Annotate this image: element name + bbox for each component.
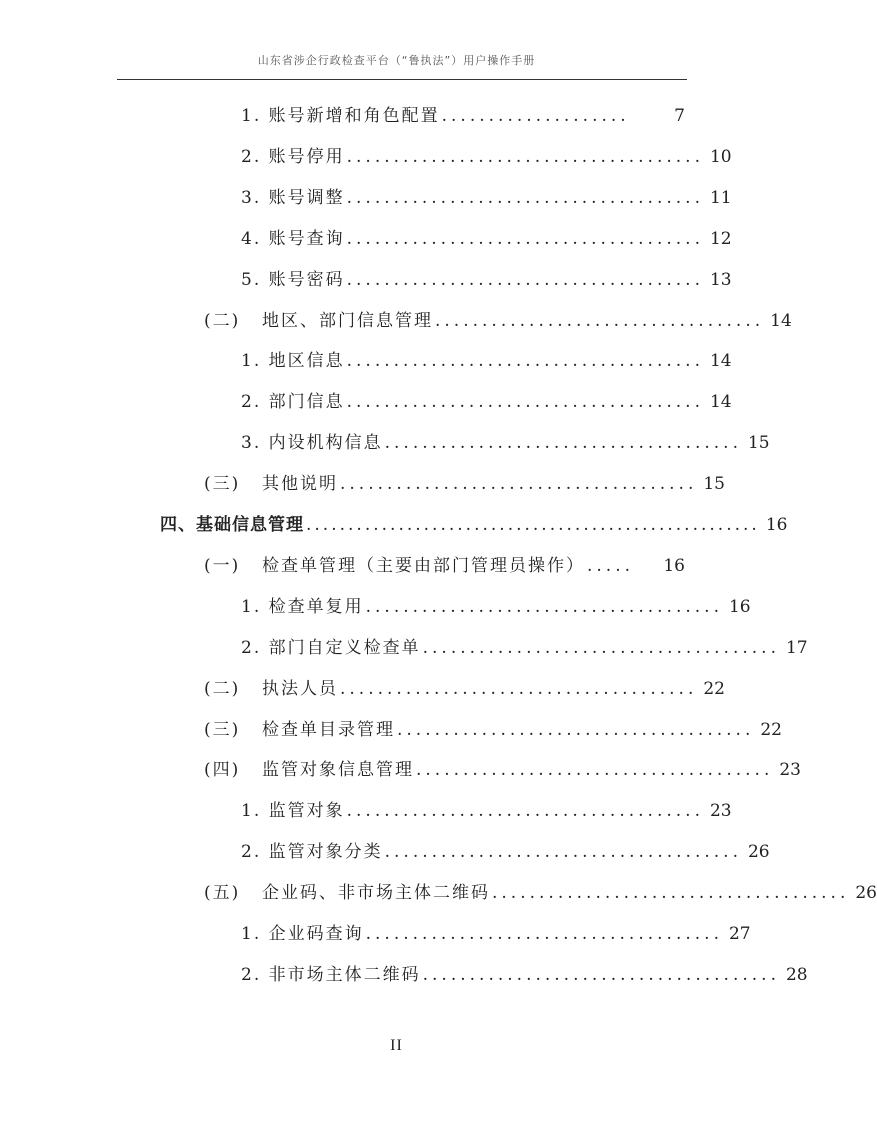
toc-entry-level-3[interactable]: [241, 594, 751, 620]
toc-entry-text: 地区、部门信息管理: [262, 311, 433, 331]
toc-entry-level-3[interactable]: [241, 921, 751, 947]
toc-dot-leader: ......................................: [346, 392, 704, 412]
toc-dot-leader: ......................................................: [306, 515, 760, 535]
toc-entry-page: 15: [703, 474, 725, 494]
toc-entry-page: 14: [770, 311, 792, 331]
toc-entry-page: 23: [779, 760, 801, 780]
toc-entry-level-2[interactable]: [204, 717, 782, 743]
toc-entry-level-3[interactable]: [241, 798, 732, 824]
toc-dot-leader: ......................................: [422, 638, 780, 658]
toc-entry-text: 检查单目录管理: [262, 720, 395, 740]
toc-dot-leader: ......................................: [340, 474, 698, 494]
toc-entry-level-3[interactable]: [241, 962, 808, 988]
toc-entry-level-2[interactable]: [204, 757, 801, 783]
toc-entry-level-2[interactable]: [204, 880, 877, 906]
toc-entry-level-3[interactable]: [241, 430, 770, 456]
toc-entry-page: 16: [663, 556, 685, 576]
toc-entry-title: 3. 内设机构信息: [241, 433, 383, 453]
toc-dot-leader: ......................................: [416, 760, 774, 780]
toc-entry-page: 15: [747, 433, 770, 453]
toc-entry-number: (二): [204, 311, 241, 331]
toc-entry-page: 7: [674, 106, 685, 126]
toc-dot-leader: ......................................: [397, 720, 755, 740]
toc-entry-level-3[interactable]: [241, 267, 732, 293]
toc-entry-text: 检查单管理（主要由部门管理员操作）: [262, 556, 585, 576]
toc-dot-leader: ......................................: [340, 679, 698, 699]
toc-dot-leader: ......................................: [346, 229, 704, 249]
toc-entry-level-3[interactable]: [241, 185, 732, 211]
toc-entry-number: (一): [204, 556, 241, 576]
toc-dot-leader: ......................................: [365, 924, 723, 944]
toc-entry-level-3[interactable]: [241, 144, 732, 170]
toc-entry-title: [204, 717, 395, 743]
toc-dot-leader: ......................................: [365, 597, 723, 617]
toc-dot-leader: ......................................: [384, 433, 742, 453]
toc-dot-leader: ......................................: [346, 801, 704, 821]
toc-dot-leader: ......................................: [346, 147, 704, 167]
toc-entry-page: 14: [709, 351, 732, 371]
toc-dot-leader: ......................................: [346, 188, 704, 208]
toc-entry-title: 1. 企业码查询: [241, 924, 364, 944]
toc-entry-title: 2. 账号停用: [241, 147, 345, 167]
toc-entry-title: 5. 账号密码: [241, 270, 345, 290]
toc-entry-page: 22: [760, 720, 782, 740]
toc-entry-title: [204, 471, 338, 497]
toc-entry-page: 10: [709, 147, 732, 167]
toc-entry-level-3[interactable]: [241, 389, 732, 415]
toc-entry-title: 1. 检查单复用: [241, 597, 364, 617]
toc-entry-level-2[interactable]: [204, 553, 685, 579]
toc-entry-page: 26: [855, 883, 877, 903]
toc-entry-title: 1. 监管对象: [241, 801, 345, 821]
toc-entry-title: 1. 地区信息: [241, 351, 345, 371]
toc-entry-title: 1. 账号新增和角色配置: [241, 106, 440, 126]
toc-entry-title: 2. 监管对象分类: [241, 842, 383, 862]
toc-entry-level-1[interactable]: [160, 512, 788, 538]
toc-entry-page: 11: [709, 188, 732, 208]
toc-entry-page: 16: [728, 597, 751, 617]
toc-dot-leader: ......................................: [346, 351, 704, 371]
toc-entry-page: 13: [709, 270, 732, 290]
toc-entry-level-2[interactable]: [204, 471, 725, 497]
toc-entry-page: 27: [728, 924, 751, 944]
toc-entry-level-2[interactable]: [204, 308, 792, 334]
toc-entry-title: [204, 308, 433, 334]
toc-entry-page: 16: [765, 515, 788, 535]
toc-entry-number: (三): [204, 720, 241, 740]
toc-dot-leader: ......................................: [346, 270, 704, 290]
toc-entry-page: 23: [709, 801, 732, 821]
toc-entry-title: 3. 账号调整: [241, 188, 345, 208]
toc-entry-page: 14: [709, 392, 732, 412]
toc-entry-title: [204, 880, 490, 906]
toc-entry-number: (二): [204, 679, 241, 699]
toc-entry-page: 12: [709, 229, 732, 249]
toc-entry-number: (三): [204, 474, 241, 494]
toc-dot-leader: ......................................: [384, 842, 742, 862]
toc-entry-page: 17: [785, 638, 808, 658]
toc-entry-level-3[interactable]: [241, 635, 808, 661]
toc-entry-text: 企业码、非市场主体二维码: [262, 883, 490, 903]
toc-entry-page: 28: [785, 965, 808, 985]
toc-entry-level-2[interactable]: [204, 676, 725, 702]
toc-entry-text: 监管对象信息管理: [262, 760, 414, 780]
toc-entry-title: 4. 账号查询: [241, 229, 345, 249]
page-number: II: [390, 1037, 403, 1054]
toc-entry-page: 22: [703, 679, 725, 699]
toc-entry-page: 26: [747, 842, 770, 862]
toc-entry-title: [204, 553, 585, 579]
running-header-title: 山东省涉企行政检查平台（“鲁执法”）用户操作手册: [257, 54, 536, 67]
toc-entry-level-3[interactable]: [241, 839, 770, 865]
toc-entry-title: 四、基础信息管理: [160, 515, 304, 535]
toc-entry-level-3[interactable]: [241, 226, 732, 252]
toc-dot-leader: ...................................: [435, 311, 765, 331]
toc-entry-level-3[interactable]: [241, 103, 685, 129]
toc-dot-leader: ......................................: [492, 883, 850, 903]
toc-entry-title: 2. 非市场主体二维码: [241, 965, 421, 985]
toc-entry-text: 执法人员: [262, 679, 338, 699]
toc-entry-number: (四): [204, 760, 241, 780]
toc-entry-title: [204, 757, 414, 783]
toc-dot-leader: ......................................: [422, 965, 780, 985]
toc-entry-title: 2. 部门自定义检查单: [241, 638, 421, 658]
toc-entry-text: 其他说明: [262, 474, 338, 494]
toc-entry-title: [204, 676, 338, 702]
toc-dot-leader: .....: [587, 556, 635, 576]
toc-entry-level-3[interactable]: [241, 348, 732, 374]
toc-entry-title: 2. 部门信息: [241, 392, 345, 412]
toc-entry-number: (五): [204, 883, 241, 903]
toc-dot-leader: ....................: [441, 106, 630, 126]
